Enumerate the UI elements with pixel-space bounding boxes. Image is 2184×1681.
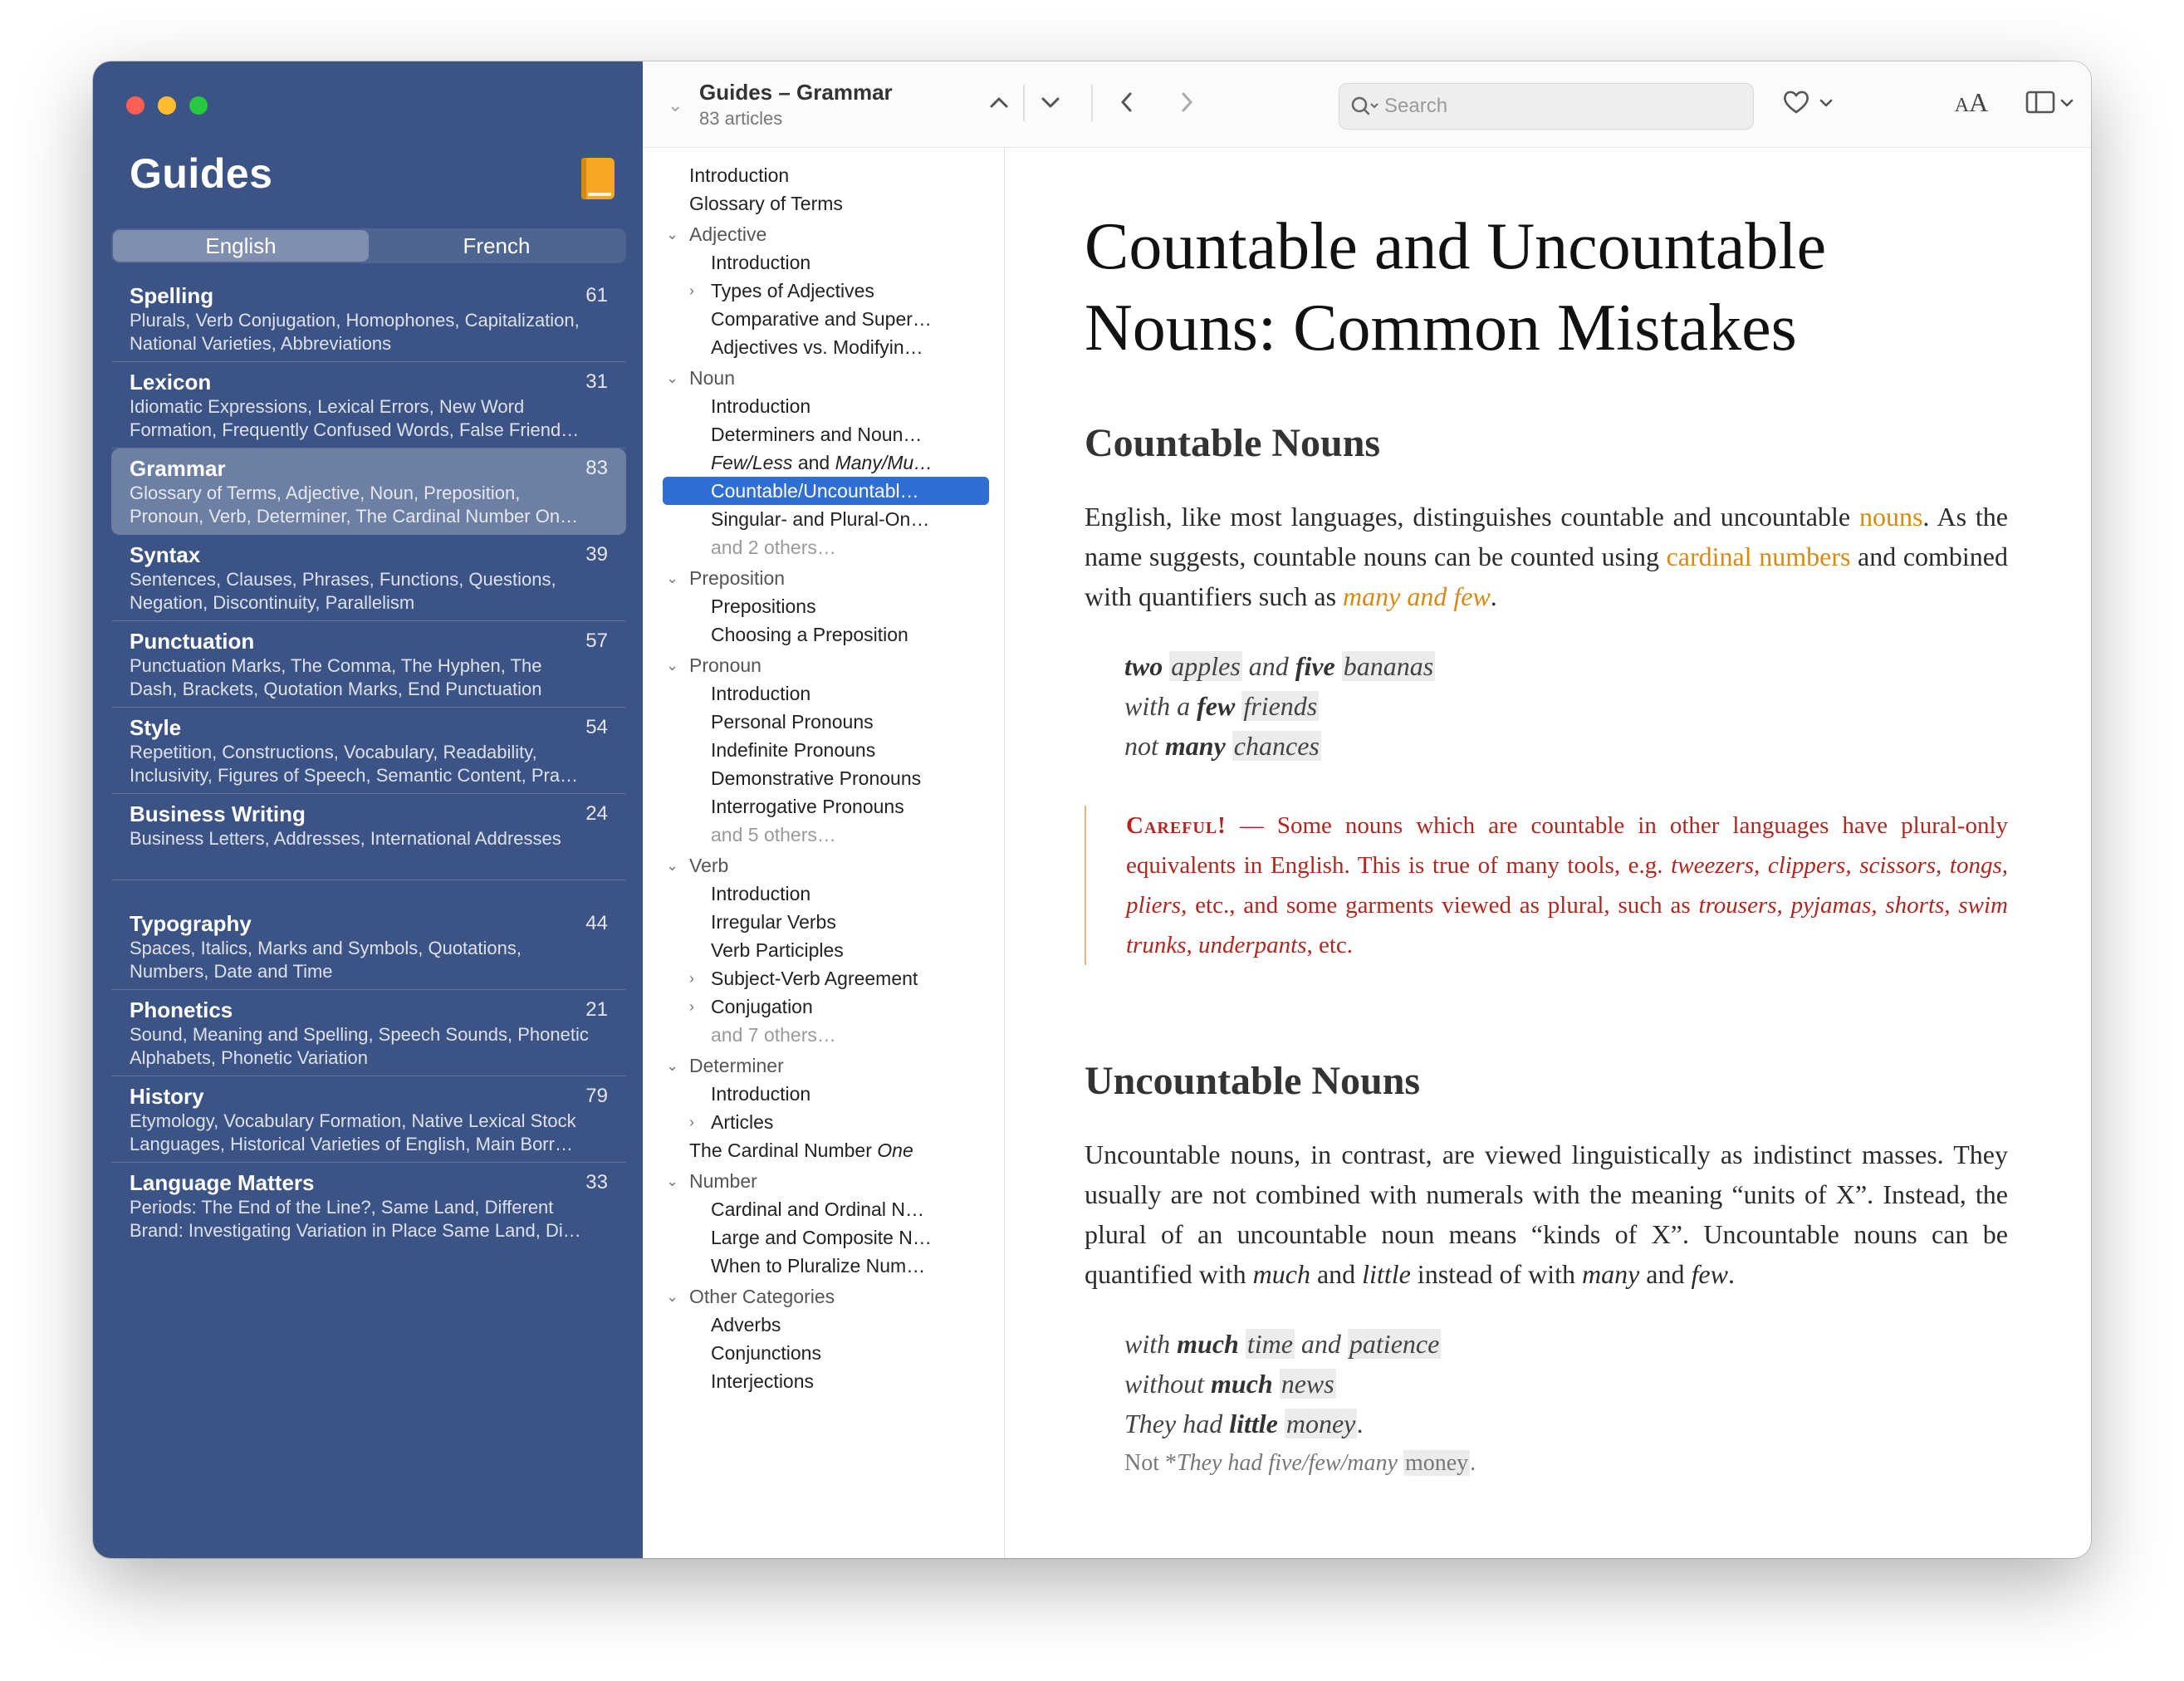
toc-item[interactable]: Large and Composite N… — [711, 1227, 932, 1248]
link-many-and-few[interactable]: many and few — [1343, 581, 1491, 611]
example-word: two — [1124, 651, 1163, 681]
toc-item[interactable] — [643, 964, 1004, 992]
callout-text: , etc. — [1306, 932, 1354, 958]
toc-item[interactable]: Introduction — [711, 883, 811, 904]
paragraph-text: instead of with — [1410, 1259, 1582, 1289]
guide-count: 39 — [585, 543, 608, 566]
guide-description: Sound, Meaning and Spelling, Speech Sounds, Phonetic Alphabets, Phonetic Variation — [130, 1024, 589, 1068]
guide-count: 21 — [585, 998, 608, 1021]
chevron-right-icon[interactable]: › — [689, 1114, 694, 1130]
guide-description: Glossary of Terms, Adjective, Noun, Preposition, Pronoun, Verb, Determiner, The Cardinal Number On… — [130, 483, 579, 527]
example-word: . — [1357, 1409, 1364, 1438]
example-line — [1124, 646, 2008, 686]
window-controls — [126, 96, 208, 115]
toc-item[interactable]: Comparative and Super… — [711, 308, 932, 330]
guide-description: Punctuation Marks, The Comma, The Hyphen, The Dash, Brackets, Quotation Marks, End Punctuation — [130, 655, 542, 699]
guide-description: Spaces, Italics, Marks and Symbols, Quotations, Numbers, Date and Time — [130, 938, 522, 982]
back-icon[interactable] — [1108, 83, 1146, 121]
toc-item[interactable] — [643, 448, 1004, 477]
guide-description: Plurals, Verb Conjugation, Homophones, Capitalization, National Varieties, Abbreviations — [130, 310, 580, 354]
toc-section-label: Determiner — [689, 1055, 784, 1076]
guide-name: Syntax — [130, 542, 201, 567]
guide-count: 57 — [585, 630, 608, 652]
example-block — [1085, 1324, 2008, 1483]
toc-section-label: Preposition — [689, 567, 786, 589]
toc-item-label: The Cardinal Number — [689, 1139, 878, 1161]
toc-item[interactable]: Interjections — [711, 1370, 815, 1392]
example-word: They had five/few/many — [1177, 1450, 1398, 1476]
toc-section-label: Noun — [689, 367, 735, 389]
guide-description: Periods: The End of the Line?, Same Land, Different Brand: Investigating Variation in Place Same Land, Di… — [130, 1197, 581, 1241]
careful-callout — [1085, 806, 2008, 965]
zoom-window-button[interactable] — [189, 96, 208, 115]
paragraph-text: and combined with quantifiers such as — [1085, 542, 2009, 611]
link-nouns[interactable]: nouns — [1858, 502, 1923, 532]
guide-item-history[interactable] — [111, 1076, 626, 1163]
example-noun: bananas — [1343, 651, 1434, 681]
search-input[interactable] — [1384, 84, 1741, 129]
paragraph-text: and — [1639, 1259, 1692, 1289]
app-window — [93, 61, 2091, 1558]
example-word: much — [1211, 1369, 1273, 1399]
example-word: Not * — [1124, 1450, 1177, 1476]
paragraph-text: much — [1252, 1259, 1310, 1289]
chevron-down-icon[interactable]: ⌄ — [666, 1288, 679, 1305]
chevron-right-icon[interactable]: › — [689, 970, 694, 987]
paragraph-text: . As the name suggests, countable nouns can be counted using — [1085, 502, 2008, 571]
sidebar-title: Guides — [130, 150, 273, 197]
toc-item[interactable]: Conjunctions — [711, 1342, 821, 1364]
chevron-down-icon[interactable]: ⌄ — [666, 1173, 679, 1189]
guide-item-grammar[interactable] — [111, 448, 626, 535]
toc-section-adjective[interactable] — [643, 218, 1004, 248]
guide-item-business-writing[interactable] — [111, 794, 626, 880]
toc-item-label: Few/Less — [711, 452, 793, 473]
link-cardinal-numbers[interactable]: cardinal numbers — [1666, 542, 1851, 571]
sidebar — [93, 61, 643, 1558]
toolbar-divider — [1023, 85, 1025, 121]
chevron-right-icon[interactable]: › — [689, 998, 694, 1015]
search-icon — [1349, 94, 1383, 119]
example-noun: money — [1285, 1409, 1356, 1438]
chevron-down-icon[interactable]: ⌄ — [666, 657, 679, 674]
example-word: five — [1295, 651, 1335, 681]
example-line — [1124, 1324, 2008, 1364]
guide-name: Typography — [130, 911, 252, 936]
guide-name: History — [130, 1084, 204, 1109]
guide-count: 83 — [585, 457, 608, 479]
paragraph-text: many — [1581, 1259, 1640, 1289]
callout-text: trousers, pyjamas, shorts, swim trunks, underpants — [1126, 892, 2009, 958]
toc-item[interactable] — [643, 1108, 1004, 1136]
chevron-down-icon[interactable]: ⌄ — [668, 95, 683, 115]
paragraph — [1085, 497, 2008, 616]
toc-item[interactable] — [643, 992, 1004, 1021]
toc-item[interactable]: Introduction — [711, 395, 811, 417]
minimize-window-button[interactable] — [158, 96, 176, 115]
toolbar-title: Guides – Grammar — [699, 80, 893, 105]
toc-item[interactable]: Introduction — [711, 252, 811, 273]
toc-section-noun[interactable] — [643, 361, 1004, 392]
guide-description: Idiomatic Expressions, Lexical Errors, New Word Formation, Frequently Confused Words, False Friend… — [130, 396, 580, 440]
toc-item[interactable]: When to Pluralize Num… — [711, 1255, 926, 1277]
example-word: without — [1124, 1369, 1212, 1399]
guide-item-typography[interactable] — [111, 904, 626, 990]
toc-item[interactable]: Adverbs — [711, 1314, 781, 1335]
toc-section-other-categories[interactable] — [643, 1280, 1004, 1311]
guide-item-spelling[interactable] — [111, 276, 626, 362]
guide-item-punctuation[interactable] — [111, 621, 626, 708]
guide-count: 31 — [585, 370, 608, 393]
example-word: . — [1470, 1450, 1476, 1476]
paragraph-text: . — [1490, 581, 1497, 611]
font-size-label: A — [1969, 87, 1989, 117]
paragraph-text: Uncountable nouns, in contrast, are viewed linguistically as indistinct masses. They usually are not combined with numerals with the meaning “units of X”. Instead, the plural of an uncountable noun means “kinds of X”. Uncountable nouns can be quantified with — [1085, 1139, 2008, 1289]
toc-item-label: Many/Mu… — [835, 452, 933, 473]
guide-name: Language Matters — [130, 1170, 315, 1195]
example-word: and — [1241, 651, 1295, 681]
callout-text: tweezers, clippers, scissors, tongs, pliers — [1126, 852, 2009, 919]
paragraph-text: English, like most languages, distinguishes countable and uncountable — [1085, 502, 1859, 532]
next-article-icon[interactable] — [1031, 83, 1070, 121]
example-noun: chances — [1233, 731, 1320, 761]
section-heading-uncountable: Uncountable Nouns — [1085, 1059, 1421, 1103]
guide-description: Business Letters, Addresses, International Addresses — [130, 828, 561, 849]
book-icon[interactable] — [581, 158, 615, 199]
toc-more-link[interactable]: and 5 others… — [711, 824, 836, 845]
paragraph-text: little — [1362, 1259, 1411, 1289]
toolbar — [643, 61, 2091, 148]
example-line — [1124, 1404, 2008, 1443]
toc-item[interactable]: Interrogative Pronouns — [711, 796, 904, 817]
font-size-button[interactable]: AA — [1954, 87, 1989, 117]
toc-item-label: Articles — [711, 1111, 774, 1133]
guide-description: Etymology, Vocabulary Formation, Native Lexical Stock Languages, Historical Varieties of English, Main Borr… — [130, 1110, 576, 1154]
toc-section-determiner[interactable] — [643, 1049, 1004, 1080]
toc-item[interactable] — [643, 277, 1004, 305]
toc-item[interactable]: Irregular Verbs — [711, 911, 836, 933]
example-word: few — [1197, 691, 1236, 721]
example-word: many — [1164, 731, 1226, 761]
example-noun: patience — [1349, 1329, 1440, 1359]
tab-french[interactable]: French — [463, 233, 531, 258]
chevron-down-icon[interactable]: ⌄ — [666, 857, 679, 874]
toc-item[interactable]: Prepositions — [711, 595, 816, 617]
toc-item[interactable] — [643, 1136, 1004, 1164]
toc-more-link[interactable]: and 7 others… — [711, 1024, 836, 1046]
toc-item-label: One — [877, 1139, 913, 1161]
chevron-down-icon[interactable]: ⌄ — [666, 226, 679, 243]
heart-icon[interactable] — [1777, 83, 1815, 121]
paragraph-text: and — [1310, 1259, 1363, 1289]
example-noun: money — [1404, 1450, 1469, 1476]
guide-name: Spelling — [130, 283, 214, 308]
guide-name: Phonetics — [130, 997, 233, 1022]
toc-item[interactable]: Determiners and Noun… — [711, 424, 923, 445]
toolbar-divider — [1091, 85, 1093, 121]
guide-name: Punctuation — [130, 629, 255, 654]
guide-item-style[interactable] — [111, 708, 626, 794]
guide-item-syntax[interactable] — [111, 535, 626, 621]
toc-more-link[interactable]: and 2 others… — [711, 537, 836, 558]
toc-item[interactable]: Demonstrative Pronouns — [711, 767, 922, 789]
toc-section-label: Other Categories — [689, 1286, 835, 1307]
toc-section-label: Pronoun — [689, 654, 761, 676]
toc-section-label: Adjective — [689, 223, 767, 245]
toc-section-label: Verb — [689, 855, 729, 876]
toc-section-pronoun[interactable] — [643, 649, 1004, 679]
chevron-right-icon[interactable]: › — [689, 282, 694, 299]
article-count: 83 articles — [699, 108, 783, 129]
toc-item[interactable]: Choosing a Preposition — [711, 624, 908, 645]
guide-name: Style — [130, 715, 182, 740]
language-segmented-control — [111, 228, 626, 263]
toc-item[interactable]: Verb Participles — [711, 939, 844, 961]
tab-english[interactable]: English — [113, 230, 369, 262]
toc-item[interactable]: Singular- and Plural-On… — [711, 508, 930, 530]
paragraph — [1085, 1135, 2008, 1294]
example-line — [1124, 686, 2008, 726]
example-word: with — [1124, 1329, 1178, 1359]
toc-item-label: Conjugation — [711, 996, 813, 1017]
guide-item-lexicon[interactable] — [111, 362, 626, 448]
example-word: and — [1294, 1329, 1348, 1359]
article-title: Countable and Uncountable Nouns: Common Mistakes — [1085, 210, 1827, 365]
chevron-down-icon[interactable]: ⌄ — [666, 370, 679, 386]
callout-text: Some nouns which are countable in other languages have plural-only equivalents in English. This is true of many tools, e.g. — [1126, 812, 2009, 879]
table-of-contents — [643, 148, 1005, 1558]
forward-icon[interactable] — [1168, 83, 1206, 121]
example-noun: time — [1246, 1329, 1293, 1359]
example-noun: news — [1281, 1369, 1334, 1399]
toc-item-label: Types of Adjectives — [711, 280, 874, 301]
example-word: with a — [1124, 691, 1197, 721]
guide-name: Grammar — [130, 456, 226, 481]
guide-count: 44 — [585, 912, 608, 934]
toc-section-label: Number — [689, 1170, 757, 1192]
guide-count: 24 — [585, 802, 608, 825]
toc-item-label: and — [792, 452, 835, 473]
toc-section-preposition[interactable] — [643, 561, 1004, 592]
example-word: not — [1124, 731, 1165, 761]
section-heading-countable: Countable Nouns — [1085, 421, 1381, 465]
chevron-down-icon[interactable] — [2054, 83, 2079, 121]
callout-text: — — [1226, 812, 1277, 839]
example-line — [1124, 726, 2008, 766]
previous-article-icon[interactable] — [980, 83, 1018, 121]
guide-count: 33 — [585, 1171, 608, 1193]
article-view — [1005, 148, 2091, 1558]
guide-name: Lexicon — [130, 370, 212, 395]
toc-item-selected[interactable]: Countable/Uncountabl… — [663, 477, 989, 505]
example-note — [1124, 1443, 2008, 1483]
chevron-down-icon[interactable]: ⌄ — [666, 1057, 679, 1074]
toc-section-verb[interactable] — [643, 849, 1004, 880]
toc-item[interactable]: Cardinal and Ordinal N… — [711, 1198, 924, 1220]
guide-item-language-matters[interactable] — [111, 1163, 626, 1249]
toc-item[interactable]: Introduction — [689, 164, 790, 186]
guide-description: Repetition, Constructions, Vocabulary, Readability, Inclusivity, Figures of Speech, Semantic Content, Pra… — [130, 742, 579, 786]
toc-item[interactable]: Adjectives vs. Modifyin… — [711, 336, 923, 358]
chevron-down-icon[interactable] — [1814, 83, 1839, 121]
chevron-down-icon[interactable]: ⌄ — [666, 570, 679, 586]
example-word: much — [1177, 1329, 1239, 1359]
search-field[interactable] — [1339, 83, 1754, 130]
close-window-button[interactable] — [126, 96, 144, 115]
paragraph-text: few — [1691, 1259, 1728, 1289]
toc-item[interactable]: Personal Pronouns — [711, 711, 874, 733]
callout-text: , etc., and some garments viewed as plural, such as — [1181, 892, 1699, 919]
toc-section-number[interactable] — [643, 1164, 1004, 1195]
guide-count: 54 — [585, 716, 608, 738]
toc-item[interactable]: Introduction — [711, 683, 811, 704]
example-block — [1085, 646, 2008, 766]
toc-item[interactable]: Indefinite Pronouns — [711, 739, 876, 761]
toc-item[interactable]: Introduction — [711, 1083, 811, 1105]
example-noun: apples — [1171, 651, 1241, 681]
guide-name: Business Writing — [130, 801, 306, 826]
paragraph-text: . — [1727, 1259, 1735, 1289]
toc-item-label: Subject-Verb Agreement — [711, 968, 918, 989]
guide-count: 61 — [585, 284, 608, 306]
guide-item-phonetics[interactable] — [111, 990, 626, 1076]
example-word: They had — [1124, 1409, 1230, 1438]
guide-count: 79 — [585, 1085, 608, 1107]
guide-list — [111, 276, 626, 1249]
careful-label: Careful! — [1126, 812, 1227, 839]
guide-description: Sentences, Clauses, Phrases, Functions, Questions, Negation, Discontinuity, Parallelism — [130, 569, 556, 613]
example-noun: friends — [1243, 691, 1318, 721]
toc-item[interactable]: Glossary of Terms — [689, 193, 843, 214]
example-word: little — [1229, 1409, 1278, 1438]
example-line — [1124, 1364, 2008, 1404]
